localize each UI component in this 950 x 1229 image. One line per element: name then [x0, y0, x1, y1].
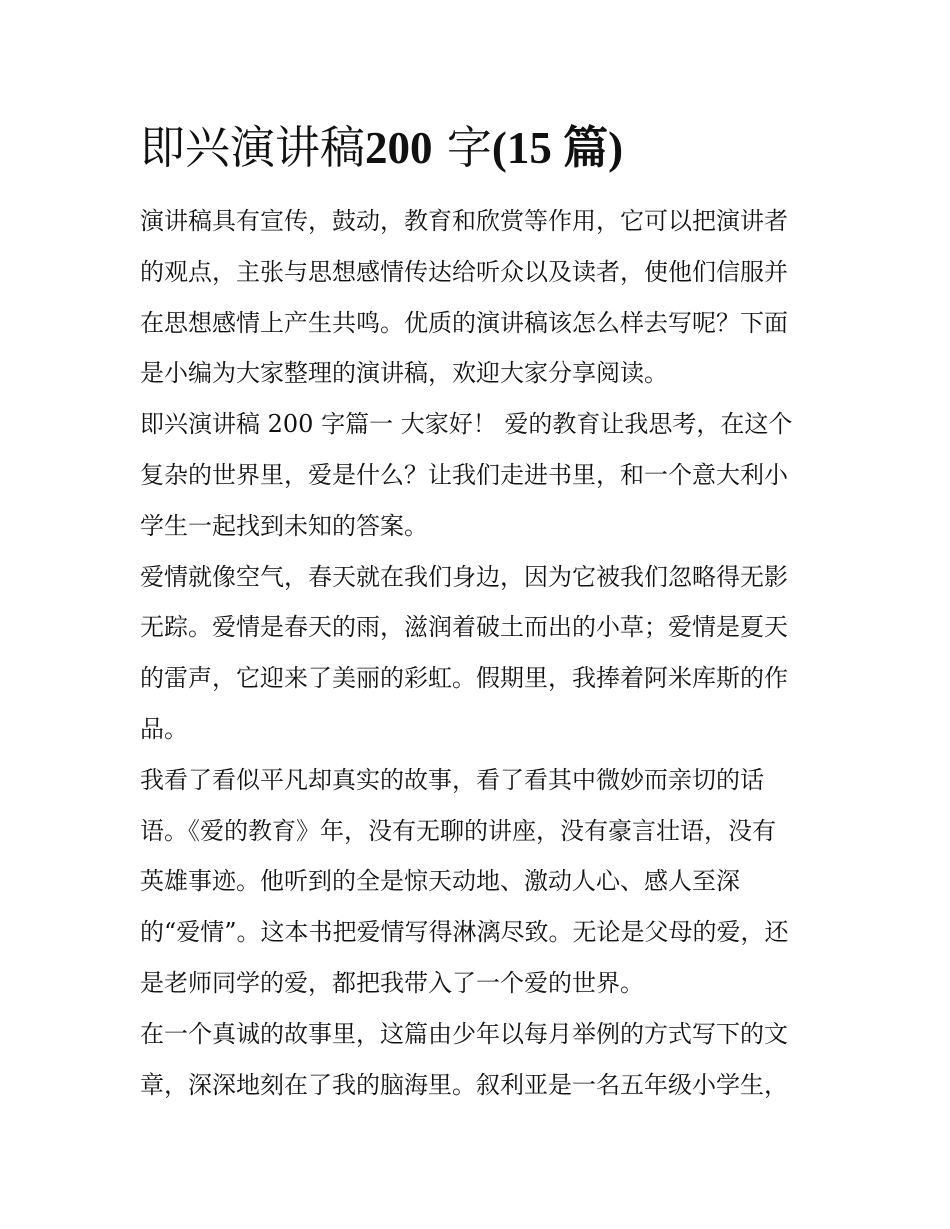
- text-line: 英雄事迹。他听到的全是惊天动地、激动人心、感人至深: [140, 867, 740, 896]
- text-line: 是小编为大家整理的演讲稿，欢迎大家分享阅读。: [140, 359, 668, 388]
- text-line: 在一个真诚的故事里，这篇由少年以每月举例的方式写下的文: [140, 1019, 788, 1048]
- paragraph-intro: [140, 196, 820, 399]
- paragraph-speech-one-opening: [140, 399, 820, 551]
- text-line: 我看了看似平凡却真实的故事，看了看其中微妙而亲切的话: [140, 765, 764, 794]
- title-text-part3: 字: [432, 121, 492, 174]
- text-line: 在思想感情上产生共鸣。优质的演讲稿该怎么样去写呢？下面: [140, 308, 788, 337]
- text-line: 学生一起找到未知的答案。: [140, 511, 428, 540]
- text-line: 章，深深地刻在了我的脑海里。叙利亚是一名五年级小学生，: [140, 1070, 788, 1099]
- title-text-part5: 篇): [551, 123, 624, 173]
- paragraph-sincere-story: [140, 1009, 820, 1111]
- text-line: 复杂的世界里，爱是什么？让我们走进书里，和一个意大利小: [140, 460, 788, 489]
- text-line: 语。《爱的教育》年，没有无聊的讲座，没有豪言壮语，没有: [140, 816, 776, 845]
- text-line: 是老师同学的爱，都把我带入了一个爱的世界。: [140, 968, 644, 997]
- text-line: 演讲稿具有宣传，鼓动，教育和欣赏等作用，它可以把演讲者: [140, 207, 788, 235]
- paragraph-book-stories: [140, 755, 820, 1009]
- title-text-part1: 即兴演讲稿: [140, 121, 366, 174]
- text-line: 即兴演讲稿 200 字篇一 大家好！ 爱的教育让我思考，在这个: [140, 410, 793, 439]
- text-line: 品。: [140, 714, 188, 743]
- paragraph-love-like-air: [140, 552, 820, 755]
- text-line: 爱情就像空气，春天就在我们身边，因为它被我们忽略得无影: [140, 562, 788, 591]
- title-number-15: (15: [491, 123, 552, 173]
- document-body: [140, 196, 820, 1110]
- text-line: 的雷声，它迎来了美丽的彩虹。假期里，我捧着阿米库斯的作: [140, 664, 788, 693]
- text-line: 无踪。爱情是春天的雨，滋润着破土而出的小草；爱情是夏天: [140, 613, 788, 642]
- document-title: [140, 118, 840, 178]
- title-number-200: 200: [365, 123, 433, 173]
- text-line: 的“爱情”。这本书把爱情写得淋漓尽致。无论是父母的爱，还: [140, 918, 789, 947]
- text-line: 的观点，主张与思想感情传达给听众以及读者，使他们信服并: [140, 257, 788, 286]
